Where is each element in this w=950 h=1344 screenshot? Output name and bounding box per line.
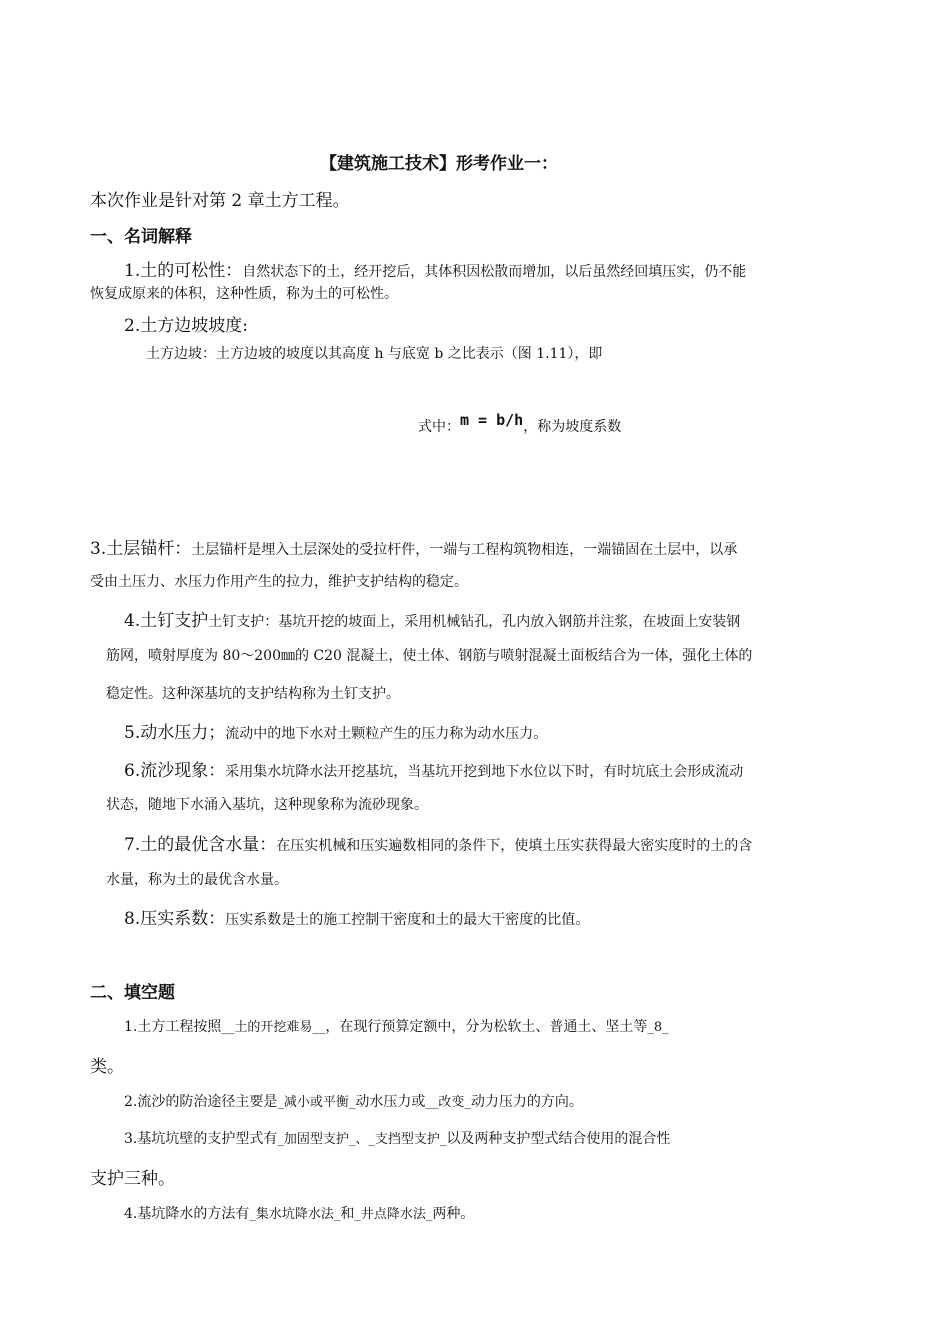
term-text: 采用集水坑降水法开挖基坑，当基坑开挖到地下水位以下时，有时坑底土会形成流动: [225, 764, 744, 780]
term-item-8: [124, 904, 589, 929]
section1-heading: 一、名词解释: [90, 227, 192, 247]
answer-blank: __土的开挖难易__: [221, 1020, 326, 1035]
formula-line: [418, 411, 622, 436]
term-item-4: [124, 606, 740, 631]
slope-formula: m = b/h: [460, 411, 524, 429]
term-item-2: 2.土方边坡坡度:: [124, 316, 248, 336]
document-title: 【建筑施工技术】形考作业一：: [320, 154, 558, 174]
term-label: 1.土的可松性：: [124, 261, 243, 281]
answer-blank: __改变_: [425, 1095, 471, 1110]
question-text: 4.基坑降水的方法有: [124, 1206, 250, 1222]
section2-heading: 二、填空题: [90, 983, 175, 1003]
answer-blank: _加固型支护_、_支挡型支护_: [277, 1132, 447, 1147]
term-item-3-continued: 受由土压力、水压力作用产生的拉力，维护支护结构的稳定。: [90, 574, 468, 590]
term-item-1: [124, 256, 746, 281]
term-text: 土层锚杆是埋入土层深处的受拉杆件，一端与工程构筑物相连，一端锚固在土层中，以承: [191, 542, 738, 558]
term-label: 7.土的最优含水量：: [124, 835, 277, 855]
question-text: 两种。: [432, 1206, 475, 1222]
term-item-1-continued: 恢复成原来的体积，这种性质，称为土的可松性。: [90, 286, 398, 302]
term-label: 5.动水压力；: [124, 723, 226, 743]
term-label: 6.流沙现象：: [124, 761, 226, 781]
question-text: 3.基坑坑壁的支护型式有: [124, 1131, 278, 1147]
fill-question-2: [124, 1091, 583, 1111]
fill-question-1: [124, 1016, 669, 1036]
answer-blank: _井点降水法_: [354, 1207, 433, 1222]
answer-blank: _集水坑降水法_: [249, 1207, 341, 1222]
term-text: 流动中的地下水对土颗粒产生的压力称为动水压力。: [225, 726, 548, 742]
formula-suffix: ，称为坡度系数: [523, 419, 622, 435]
question-text: 2.流沙的防治途径主要是: [124, 1094, 278, 1110]
question-text: 动力压力的方向。: [470, 1094, 583, 1110]
term-text: 在压实机械和压实遍数相同的条件下，使填土压实获得最大密实度时的土的含: [276, 838, 753, 854]
answer-blank: _减小或平衡_: [277, 1095, 356, 1110]
term-item-7-continued: 水量，称为土的最优含水量。: [106, 872, 288, 888]
fill-question-3: [124, 1128, 670, 1148]
term-label: 3.土层锚杆：: [90, 539, 192, 559]
question-text: 以及两种支护型式结合使用的混合性: [446, 1131, 671, 1147]
intro-text: 本次作业是针对第 2 章土方工程。: [90, 191, 350, 211]
term-item-6: [124, 756, 743, 781]
term-item-4-continued-1: 筋网，喷射厚度为 80～200㎜的 C20 混凝土，使土体、钢筋与喷射混凝土面板结合为一体，强化土体的: [106, 648, 753, 664]
question-text: ，在现行预算定额中，分为松软土、普通土、坚土等: [325, 1019, 648, 1035]
term-item-3: [90, 534, 737, 559]
answer-blank: _8_: [647, 1020, 669, 1035]
question-text: 动水压力或: [355, 1094, 426, 1110]
term-text: 自然状态下的土，经开挖后，其体积因松散而增加，以后虽然经回填压实，仍不能: [242, 264, 747, 280]
formula-prefix: 式中：: [418, 419, 460, 435]
fill-question-1-continued: 类。: [90, 1057, 124, 1077]
question-text: 1.土方工程按照: [124, 1019, 222, 1035]
term-label: 4.土钉支护: [124, 611, 209, 631]
term-item-4-continued-2: 稳定性。这种深基坑的支护结构称为土钉支护。: [106, 686, 400, 702]
fill-question-3-continued: 支护三种。: [90, 1169, 175, 1189]
term-text: 土钉支护：基坑开挖的坡面上，采用机械钻孔，孔内放入钢筋并注浆，在坡面上安装钢: [208, 614, 741, 630]
term-text: 压实系数是土的施工控制干密度和土的最大干密度的比值。: [225, 912, 590, 928]
term-item-6-continued: 状态，随地下水涌入基坑，这种现象称为流砂现象。: [106, 797, 428, 813]
term-item-7: [124, 830, 752, 855]
term-label: 8.压实系数：: [124, 909, 226, 929]
term-item-2-text: 土方边坡：土方边坡的坡度以其高度 h 与底宽 b 之比表示（图 1.11），即: [146, 346, 603, 362]
term-item-5: [124, 718, 547, 743]
question-text: 和: [340, 1206, 355, 1222]
fill-question-4: [124, 1203, 474, 1223]
